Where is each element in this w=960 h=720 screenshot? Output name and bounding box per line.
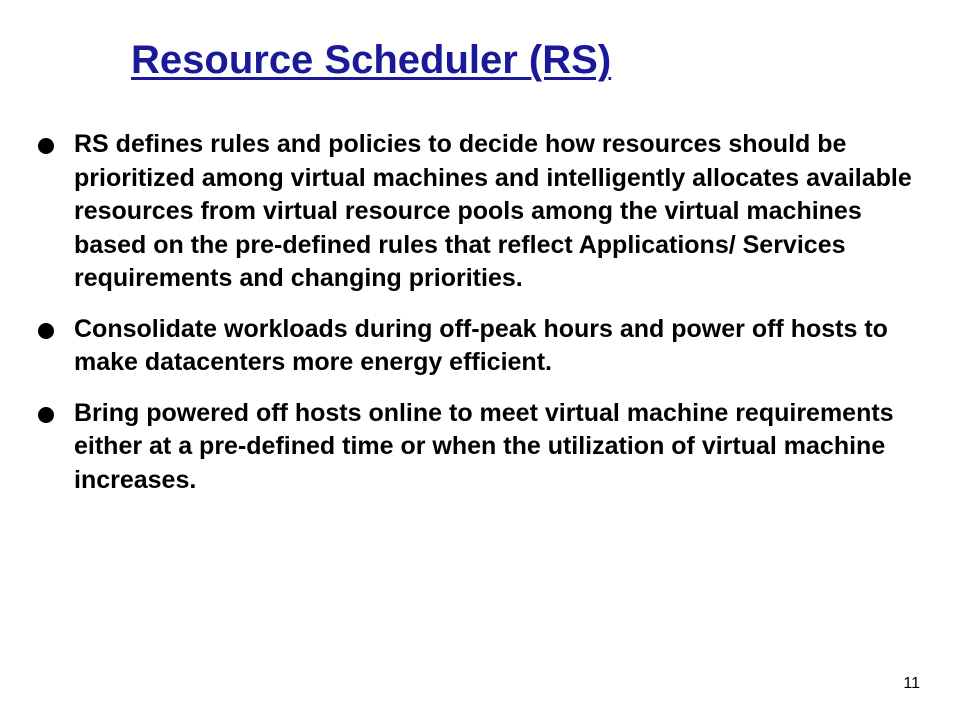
bullet-list [36,128,926,514]
bullet-text: Bring powered off hosts online to meet virtual machine requirements either at a pre-defined time or when the utilization of virtual machine increases. [74,398,894,494]
bullet-item [36,128,926,296]
bullet-item [36,397,926,498]
bullet-dot-icon [38,323,54,339]
bullet-dot-icon [38,407,54,423]
page-number: 11 [903,675,920,692]
bullet-item [36,313,926,380]
slide-title: Resource Scheduler (RS) [131,38,612,82]
bullet-dot-icon [38,138,54,154]
bullet-text: Consolidate workloads during off-peak hours and power off hosts to make datacenters more energy efficient. [74,314,888,376]
bullet-text: RS defines rules and policies to decide how resources should be prioritized among virtual machines and intelligently allocates available resources from virtual resource pools among the virtual machines based on the pre-defined rules that reflect Applications/ Services requirements and changing priorities. [74,130,912,292]
